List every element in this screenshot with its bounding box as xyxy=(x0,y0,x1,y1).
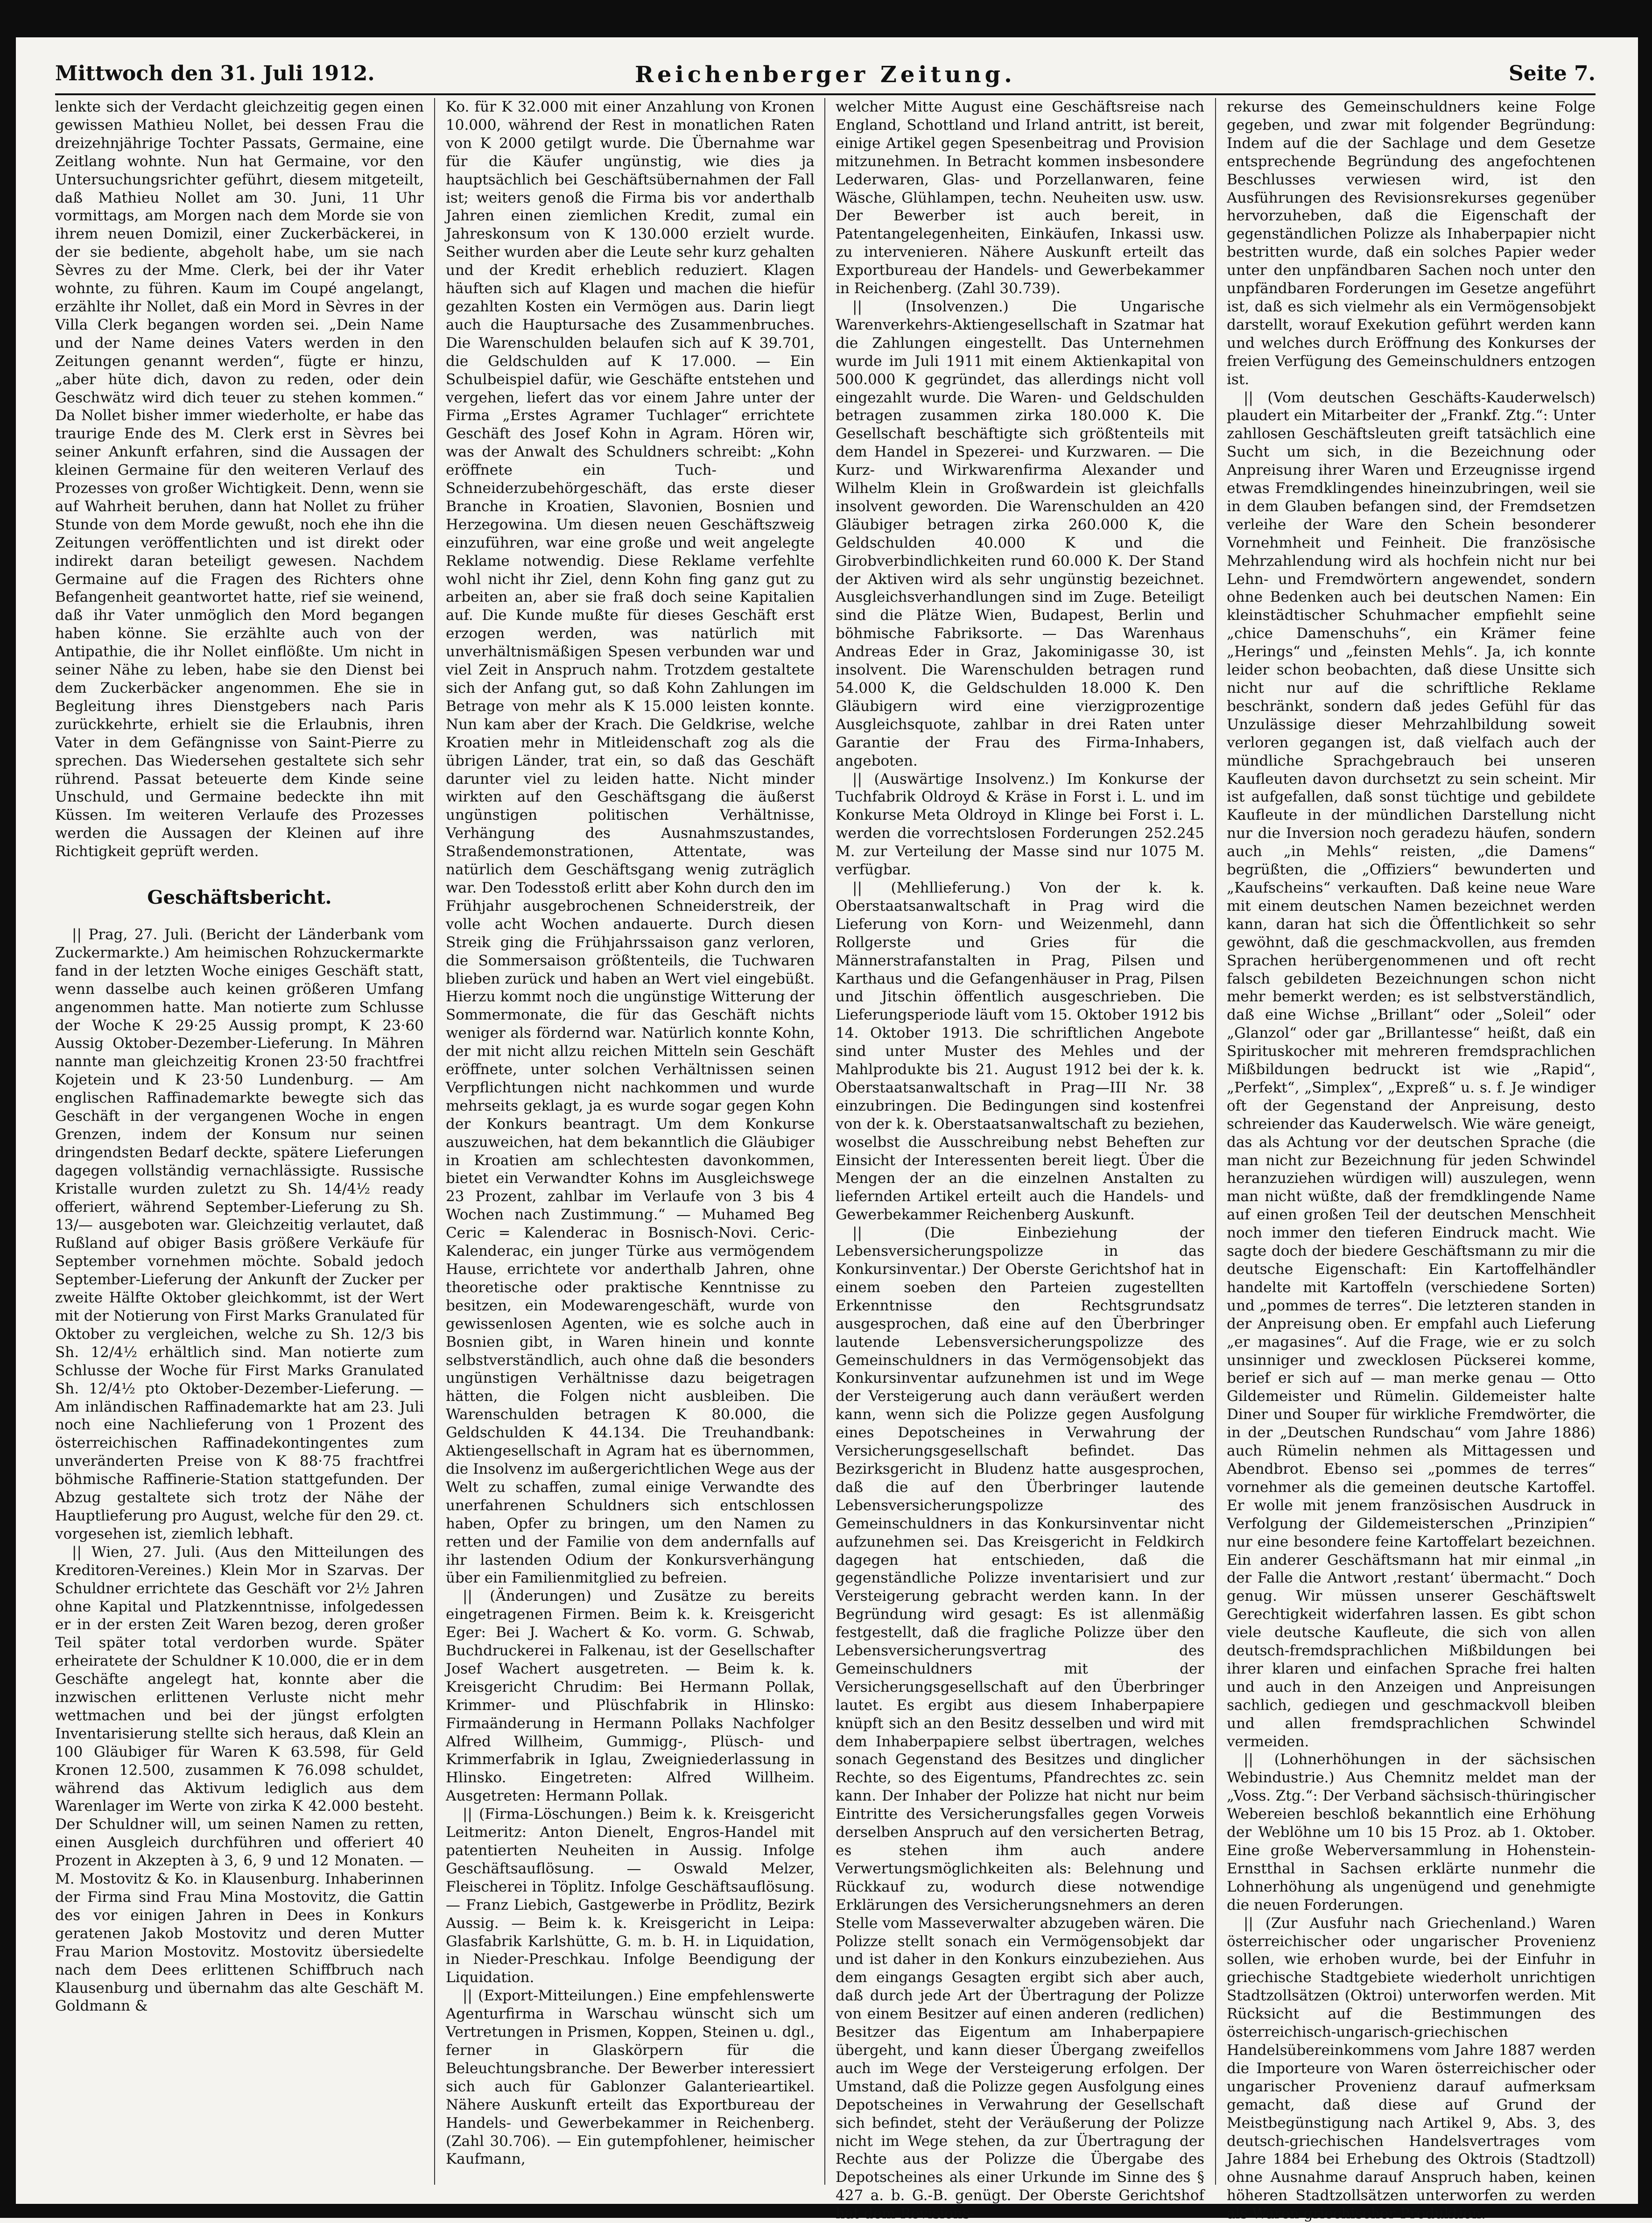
header-date: Mittwoch den 31. Juli 1912. xyxy=(55,62,375,85)
column-1 xyxy=(55,98,424,2185)
column-rule xyxy=(1215,98,1216,2185)
column-rule xyxy=(824,98,825,2185)
article-mehllieferung: || (Mehllieferung.) Von der k. k. Oberstaatsanwaltschaft in Prag wird die Lieferung von Korn- und Weizenmehl, dann Rollgerste und Gries für die Männerstrafanstalten in Prag, Pilsen und Karthaus und die Gefangenhäuser in Prag, Pilsen und Jitschin öffentlich ausgeschrieben. Die Lieferungsperiode läuft vom 15. Oktober 1912 bis 14. Oktober 1913. Die schriftlichen Angebote sind unter Muster des Mehles und der Mahlprodukte bis 21. August 1912 bei der k. k. Oberstaatsanwaltschaft in Prag—III Nr. 38 einzubringen. Die Bedingungen sind kostenfrei von der k. k. Oberstaatsanwaltschaft zu beziehen, woselbst die Ausschreibung nebst Beheften zur Einsicht der Interessenten bereit liegt. Über die Mengen der an die einzelnen Anstalten zu liefernden Artikel erteilt auch die Handels- und Gewerbekammer Reichenberg Auskunft. xyxy=(836,879,1204,1224)
header-rule xyxy=(55,93,1596,95)
column-3 xyxy=(836,98,1204,2223)
article-wien-continued: Ko. für K 32.000 mit einer Anzahlung von Kronen 10.000, während der Rest in monatlichen Raten von K 2000 getilgt wurde. Die Übernahme war für die Käufer ungünstig, wie dies ja hauptsächlich bei Geschäftsübernahmen der Fall ist; weiters genoß die Firma bis vor anderthalb Jahren einen ziemlichen Kredit, zumal ein Jahreskonsum von K 130.000 erzielt wurde. Seither wurden aber die Leute sehr kurz gehalten und der Kredit erheblich reduziert. Klagen häuften sich auf Klagen und machen die hiefür gezahlten Kosten ein Vermögen aus. Darin liegt auch die Hauptursache des Zusammenbruches. Die Warenschulden belaufen sich auf K 39.701, die Geldschulden auf K 17.000. — Ein Schulbeispiel dafür, wie Geschäfte entstehen und vergehen, liefert das vor einem Jahre unter der Firma „Erstes Agramer Tuchlager“ errichtete Geschäft des Josef Kohn in Agram. Hören wir, was der Anwalt des Schuldners schreibt: „Kohn eröffnete ein Tuch- und Schneiderzubehörgeschäft, das erste dieser Branche in Kroatien, Slavonien, Bosnien und Herzegowina. Um diesen neuen Geschäftszweig einzuführen, war eine große und weit angelegte Reklame notwendig. Diese Reklame verfehlte wohl nicht ihr Ziel, denn Kohn fing ganz gut zu arbeiten an, aber sie fraß doch seine Kapitalien auf. Die Kunde mußte für dieses Geschäft erst erzogen werden, was natürlich mit unverhältnismäßigen Spesen verbunden war und viel Zeit in Anspruch nahm. Trotzdem gestaltete sich der Anfang gut, so daß Kohn Zahlungen im Betrage von mehr als K 15.000 leisten konnte. Nun kam aber der Krach. Die Geldkrise, welche Kroatien mehr in Mitleidenschaft zog als die übrigen Länder, trat ein, so daß das Geschäft darunter viel zu leiden hatte. Nicht minder wirkten auf den Geschäftsgang die äußerst ungünstigen politischen Verhältnisse, Verhängung des Ausnahmszustandes, Straßendemonstrationen, Attentate, was natürlich dem Geschäftsgang wenig zuträglich war. Den Todesstoß erlitt aber Kohn durch den im Frühjahr ausgebrochenen Schneiderstreik, der volle acht Wochen andauerte. Durch diesen Streik ging die Frühjahrssaison ganz verloren, die Sommersaison größtenteils, die Tuchwaren blieben zurück und haben an Wert viel eingebüßt. Hierzu kommt noch die ungünstige Witterung der Sommermonate, die für das Geschäft nichts weniger als fördernd war. Natürlich konnte Kohn, der mit nicht allzu reichen Mitteln sein Geschäft eröffnete, unter solchen Verhältnissen seinen Verpflichtungen nicht nachkommen und wurde mehrseits geklagt, ja es wurde sogar gegen Kohn der Konkurs beantragt. Um dem Konkurse auszuweichen, hat dem bekanntlich die Gläubiger in Kroatien am schlechtesten davonkommen, bietet ein Verwandter Kohns im Ausgleichswege 23 Prozent, zahlbar im Verlaufe von 3 bis 4 Wochen nach Zustimmung.“ — Muhamed Beg Ceric = Kalenderac in Bosnisch-Novi. Ceric-Kalenderac, ein junger Türke aus vermögendem Hause, errichtete vor anderthalb Jahren, ohne theoretische oder praktische Kenntnisse zu besitzen, ein Modewarengeschäft, wurde von gewissenlosen Agenten, wie es solche auch in Bosnien gibt, in Waren hinein und konnte selbstverständlich, auch ohne daß die besonders ungünstigen Verhältnisse dazu beigetragen hätten, die Folgen nicht ausbleiben. Die Warenschulden betragen K 80.000, die Geldschulden K 44.134. Die Treuhandbank: Aktiengesellschaft in Agram hat es übernommen, die Insolvenz im außergerichtlichen Wege aus der Welt zu schaffen, zumal einige Verwandte des unerfahrenen Schuldners sich entschlossen haben, Opfer zu bringen, um den Namen zu retten und der Familie von dem andernfalls auf ihr lastenden Odium der Konkursverhängung über ein Familienmitglied zu befreien. xyxy=(446,98,815,1587)
article-firma-loeschungen: || (Firma-Löschungen.) Beim k. k. Kreisgericht Leitmeritz: Anton Dienelt, Engros-Handel mit patentierten Neuheiten in Aussig. Infolge Geschäftsauflösung. — Oswald Melzer, Fleischerei in Töplitz. Infolge Geschäftsauflösung. — Franz Liebich, Gastgewerbe in Prödlitz, Bezirk Aussig. — Beim k. k. Kreisgericht in Leipa: Glasfabrik Karlshütte, G. m. b. H. in Liquidation, in Nieder-Preschkau. Infolge Beendigung der Liquidation. xyxy=(446,1806,815,1986)
scan-border-top xyxy=(0,0,1652,37)
article-ausfuhr-griechenland: || (Zur Ausfuhr nach Griechenland.) Waren österreichischer oder ungarischer Provenienz sollen, wie erhoben wurde, bei der Einfuhr in griechische Stadtgebiete wiederholt unrichtigen Stadtzollsätzen (Oktroi) unterworfen werden. Mit Rücksicht auf die Bestimmungen des österreichisch-ungarisch-griechischen Handelsübereinkommens vom Jahre 1887 werden die Importeure von Waren österreichischer oder ungarischer Provenienz darauf aufmerksam gemacht, daß diese auf Grund der Meistbegünstigung nach Artikel 9, Abs. 3, des deutsch-griechischen Handelsvertrages vom Jahre 1884 bei Erhebung des Oktrois (Stadtzoll) ohne Ausnahme darauf Anspruch haben, keinen höheren Stadtzollsätzen unterworfen zu werden als Waren griechischer Produktion. xyxy=(1227,1914,1596,2223)
article-export-mitteilungen: || (Export-Mitteilungen.) Eine empfehlenswerte Agenturfirma in Warschau wünscht sich um Vertretungen in Prismen, Koppen, Steinen u. dgl., ferner in Glaskörpern für die Beleuchtungsbranche. Der Bewerber interessiert sich auch für Gablonzer Galanterieartikel. Nähere Auskunft erteilt das Exportbureau der Handels- und Gewerbekammer in Reichenberg. (Zahl 30.706). — Ein gutempfohlener, heimischer Kaufmann, xyxy=(446,1987,815,2168)
article-lohnerhoehungen: || (Lohnerhöhungen in der sächsischen Webindustrie.) Aus Chemnitz meldet man der „Voss. Ztg.“: Der Verband sächsisch-thüringischer Webereien beschloß bekanntlich eine Erhöhung der Weblöhne um 10 bis 15 Proz. ab 1. Oktober. Eine große Weberversammlung in Hohenstein-Ernstthal in Sachsen erklärte nunmehr die Lohnerhöhung als ungenügend und genehmigte die neuen Forderungen. xyxy=(1227,1751,1596,1913)
article-kauderwelsch: || (Vom deutschen Geschäfts-Kauderwelsch) plaudert ein Mitarbeiter der „Frankf. Ztg.“: Unter zahllosen Geschäftsleuten greift tatsächlich eine Sucht um sich, in die Bezeichnung oder Anpreisung ihrer Waren und Erzeugnisse irgend etwas Fremdklingendes hineinzubringen, weil sie in dem Glauben befangen sind, der Fremdsetzen verleihe der Ware den Schein besonderer Vornehmheit und Feinheit. Die französische Mehrzahlendung wird als hochfein nicht nur bei Lehn- und Fremdwörtern angewendet, sondern ohne Bedenken auch bei deutschen Namen: Ein kleinstädtischer Schuhmacher empfiehlt seine „chice Damenschuhs“, ein Krämer feine „Herings“ und „feinsten Mehls“. Ja, ich konnte leider schon beobachten, daß diese Unsitte sich nicht nur auf die schriftliche Reklame beschränkt, sondern daß jedes Gefühl für das Unzulässige dieser Mehrzahlbildung soweit verloren gegangen ist, daß vielfach auch der mündliche Sprachgebrauch bei unseren Kaufleuten davon durchsetzt zu sein scheint. Mir ist aufgefallen, daß sonst tüchtige und gebildete Kaufleute in der mündlichen Darstellung nicht nur die Inversion noch geradezu häufen, sondern auch „in Mehls“ reisten, „die Damens“ begrüßten, die „Offiziers“ bewunderten und „Kaufscheins“ verkauften. Daß keine neue Ware mit einem deutschen Namen bezeichnet werden kann, daran hat sich die Öffentlichkeit so sehr gewöhnt, daß die geschmackvollen, aus fremden Sprachen herübergenommenen und oft recht falsch gebildeten Bezeichnungen schon nicht mehr bemerkt werden; es ist selbstverständlich, daß eine Wichse „Brillant“ oder „Soleil“ oder „Glanzol“ oder gar „Brillantesse“ heißt, daß ein Spirituskocher mit mehreren fremdsprachlichen Mißbildungen bedruckt ist wie „Rapid“, „Perfekt“, „Simplex“, „Expreß“ u. s. f. Je windiger oft der Gegenstand der Anpreisung, desto schreiender das Kauderwelsch. Wie wäre geneigt, das als Achtung vor der deutschen Sprache (die man nicht zur Bezeichnung für jeden Schwindel heranzuziehen würdigen will) auszulegen, wenn man nicht wüßte, daß der fremdklingende Name auf einen großen Teil der deutschen Menschheit noch immer den tieferen Eindruck macht. Wie sagte doch der biedere Geschäftsmann zu mir die deutsche Eigenschaft: Ein Kartoffelhändler handelte mit Kartoffeln (verschiedene Sorten) und „pommes de terres“. Die letzteren standen in der Anpreisung oben. Er empfahl auch Lieferung „er magasines“. Auf die Frage, wie er zu solch unsinniger und zwecklosen Pückserei komme, berief er sich auf — man merke genau — Otto Gildemeister und Rümelin. Gildemeister halte Diner und Souper für wirkliche Fremdwörter, die in der „Deutschen Rundschau“ vom Jahre 1886) auch Rümelin nehmen als Mittagessen und Abendbrot. Ebenso sei „pommes de terres“ vornehmer als die gemeinen deutsche Kartoffel. Er wolle mit jenem französischen Ausdruck in Verfolgung der Gildemeisterschen „Prinzipien“ nur eine besondere feine Kartoffelart bezeichnen. Ein anderer Geschäftsmann hat mir einmal „in der Falle die Antwort ‚restant‘ übermacht.“ Doch genug. Wir müssen unserer Geschäftswelt Gerechtigkeit widerfahren lassen. Es gibt schon viele deutsche Kaufleute, die sich von allen deutsch-fremdsprachlichen Mißbildungen bei ihrer klaren und einfachen Sprache frei halten und auch in den Anzeigen und Anpreisungen sachlich, gediegen und geschmackvoll bleiben und allen fremdsprachlichen Schwindel vermeiden. xyxy=(1227,389,1596,1750)
article-polizze-continued: rekurse des Gemeinschuldners keine Folge gegeben, und zwar mit folgender Begründung: Indem auf die der Sachlage und dem Gesetze entsprechende Begründung des angefochtenen Beschlusses verwiesen wird, ist den Ausführungen des Revisionsrekurses gegenüber hervorzuheben, daß die Eigenschaft der gegenständlichen Polizze als Inhaberpapier nicht bestritten wurde, daß ein solches Papier weder unter den unpfändbaren Sachen noch unter den unpfändbaren Forderungen im Gesetze angeführt ist, daß es sich vielmehr als ein Vermögensobjekt darstellt, worauf Exekution geführt werden kann und welches durch Eröffnung des Konkurses der freien Verfügung des Gemeinschuldners entzogen ist. xyxy=(1227,98,1596,388)
article-aenderungen: || (Änderungen) und Zusätze zu bereits eingetragenen Firmen. Beim k. k. Kreisgericht Eger: Bei J. Wachert & Ko. vorm. G. Schwab, Buchdruckerei in Falkenau, ist der Gesellschafter Josef Wachert ausgetreten. — Beim k. k. Kreisgericht Chrudim: Bei Hermann Pollak, Krimmer- und Plüschfabrik in Hlinsko: Firmaänderung in Hermann Pollaks Nachfolger Alfred Willheim, Gummigg-, Plüsch- und Krimmerfabrik in Iglau, Zweigniederlassung in Hlinsko. Eingetreten: Alfred Willheim. Ausgetreten: Hermann Pollak. xyxy=(446,1588,815,1805)
column-4 xyxy=(1227,98,1596,2223)
article-insolvenzen: || (Insolvenzen.) Die Ungarische Warenverkehrs-Aktiengesellschaft in Szatmar hat die Zahlungen eingestellt. Das Unternehmen wurde im Juli 1911 mit einem Aktienkapital von 500.000 K gegründet, das allerdings nicht voll eingezahlt wurde. Die Waren- und Geldschulden betragen zusammen zirka 180.000 K. Die Gesellschaft beschäftigte sich größtenteils mit dem Handel in Spezerei- und Kurzwaren. — Die Kurz- und Wirkwarenfirma Alexander und Wilhelm Klein in Großwardein ist gleichfalls insolvent geworden. Die Warenschulden an 420 Gläubiger betragen zirka 260.000 K, die Geldschulden 40.000 K und die Girobverbindlichkeiten rund 60.000 K. Der Stand der Aktiven wird als sehr ungünstig bezeichnet. Ausgleichsverhandlungen sind im Zuge. Beteiligt sind die Plätze Wien, Budapest, Berlin und böhmische Fabriksorte. — Das Warenhaus Andreas Eder in Graz, Jakominigasse 30, ist insolvent. Die Warenschulden betragen rund 54.000 K, die Geldschulden 18.000 K. Den Gläubigern wird eine vierzigprozentige Ausgleichsquote, zahlbar in drei Raten unter Garantie der Frau des Firma-Inhabers, angeboten. xyxy=(836,298,1204,769)
article-wien-kreditoren: || Wien, 27. Juli. (Aus den Mitteilungen des Kreditoren-Vereines.) Klein Mor in Szarvas. Der Schuldner errichtete das Geschäft vor 2½ Jahren ohne Kapital und Platzkenntnisse, infolgedessen er in der ersten Zeit Waren bezog, deren großer Teil später total verdorben wurde. Später erheiratete der Schuldner K 10.000, die er in dem Geschäfte angelegt hat, konnte aber die inzwischen erlittenen Verluste nicht mehr wettmachen und bei der jüngst erfolgten Inventarisierung stellte sich heraus, daß Klein an 100 Gläubiger für Waren K 63.598, für Geld Kronen 12.500, zusammen K 76.098 schuldet, während das Aktivum lediglich aus dem Warenlager im Werte von zirka K 42.000 besteht. Der Schuldner will, um seinen Namen zu retten, einen Ausgleich durchführen und offeriert 40 Prozent in Akzepten à 3, 6, 9 und 12 Monaten. — M. Mostovitz & Ko. in Klausenburg. Inhaberinnen der Firma sind Frau Mina Mostovitz, die Gattin des vor einigen Jahren in Dees in Konkurs geratenen Jakob Mostovitz und deren Mutter Frau Marion Mostovitz. Mostovitz übersiedelte nach dem Dees erlittenen Schiffbruch nach Klausenburg und übernahm das alte Geschäft M. Goldmann & xyxy=(55,1543,424,2015)
article-lebensversicherungspolizze: || (Die Einbeziehung der Lebensversicherungspolizze in das Konkursinventar.) Der Oberste Gerichtshof hat in einem soeben den Parteien zugestellten Erkenntnisse den Rechtsgrundsatz ausgesprochen, daß eine auf den Überbringer lautende Lebensversicherungspolizze des Gemeinschuldners in das Vermögensobjekt das Konkursinventar aufzunehmen ist und im Wege der Versteigerung auch dann veräußert werden kann, wenn sich die Polizze gegen Ausfolgung eines Depotscheines in Verwahrung der Versicherungsgesellschaft befindet. Das Bezirksgericht in Bludenz hatte ausgesprochen, daß die auf den Überbringer lautende Lebensversicherungspolizze des Gemeinschuldners in das Konkursinventar nicht aufzunehmen sei. Das Kreisgericht in Feldkirch dagegen hat entschieden, daß die gegenständliche Polizze inventarisiert und zur Versteigerung gebracht werden kann. In der Begründung wird gesagt: Es ist allenmäßig festgestellt, daß die fragliche Polizze über den Lebensversicherungsvertrag des Gemeinschuldners mit der Versicherungsgesellschaft auf den Überbringer lautet. Es ergibt aus diesem Inhaberpapiere knüpft sich an den Besitz desselben und wird mit dem Inhaberpapiere selbst übertragen, welches sonach Gegenstand des Besitzes und dinglicher Rechte, so des Eigentums, Pfandrechtes zc. sein kann. Der Inhaber der Polizze hat nicht nur beim Eintritte des Versicherungsfalles gegen Vorweis derselben Anspruch auf den versicherten Betrag, es stehen ihm auch andere Verwertungsmöglichkeiten als: Belehnung und Rückkauf zu, wodurch diese notwendige Erklärungen des Versicherungsnehmers an deren Stelle vom Masseverwalter abzugeben wären. Die Polizze stellt sonach ein Vermögensobjekt dar und ist daher in den Konkurs einzubeziehen. Aus dem eingangs Gesagten ergibt sich aber auch, daß durch jede Art der Übertragung der Polizze von einem Besitzer auf einen anderen (redlichen) Besitzer das Eigentum am Inhaberpapiere übergeht, und kann dieser Übergang zweifellos auch im Wege der Versteigerung erfolgen. Der Umstand, daß die Polizze gegen Ausfolgung eines Depotscheines in Verwahrung der Gesellschaft sich befindet, steht der Veräußerung der Polizze nicht im Wege stehen, da zur Übertragung der Rechte aus der Polizze die Übergabe des Depotscheines als einer Urkunde im Sinne des § 427 a. b. G.-B. genügt. Der Oberste Gerichtshof hat dem Revisions- xyxy=(836,1224,1204,2223)
article-prag-zuckermarkt: || Prag, 27. Juli. (Bericht der Länderbank vom Zuckermarkte.) Am heimischen Rohzuckermarkte fand in der letzten Woche einiges Geschäft statt, wenn dasselbe auch keinen größeren Umfang angenommen hatte. Man notierte zum Schlusse der Woche K 29·25 Aussig prompt, K 23·60 Aussig Oktober-Dezember-Lieferung. In Mähren nannte man gleichzeitig Kronen 23·50 frachtfrei Kojetein und K 23·50 Lundenburg. — Am englischen Raffinademarkte bewegte sich das Geschäft in der vergangenen Woche in engen Grenzen, indem der Konsum nur seinen dringendsten Bedarf deckte, spätere Lieferungen dagegen vollständig vernachlässigte. Russische Kristalle wurden zuletzt zu Sh. 14/4½ ready offeriert, während September-Lieferung zu Sh. 13/— ausgeboten war. Gleichzeitig verlautet, daß Rußland auf obiger Basis größere Verkäufe für September vornehmen möchte. Sobald jedoch September-Lieferung der Ankunft der Zucker per zweite Hälfte Oktober gleichkommt, ist der Wert mit der Notierung von First Marks Granulated für Oktober zu vergleichen, welche zu Sh. 12/3 bis Sh. 12/4½ erhältlich sind. Man notierte zum Schlusse der Woche für First Marks Granulated Sh. 12/4½ pto Oktober-Dezember-Lieferung. — Am inländischen Raffinademarkte hat am 23. Juli noch eine Nachlieferung von 1 Prozent des österreichischen Raffinadekontingentes zum unveränderten Preise von K 88·75 frachtfrei böhmische Raffinerie-Station stattgefunden. Der Abzug gestaltete sich trotz der Nähe der Hauptlieferung pro August, welche für den 29. ct. vorgesehen ist, ziemlich lebhaft. xyxy=(55,926,424,1542)
column-2 xyxy=(446,98,815,2185)
scan-border-left xyxy=(0,0,16,2218)
article-nollet-continued: lenkte sich der Verdacht gleichzeitig gegen einen gewissen Mathieu Nollet, bei dessen Frau die dreizehnjährige Tochter Passats, Germaine, eine Zeitlang wohnte. Nun hat Germaine, vor den Untersuchungsrichter geführt, diesem mitgeteilt, daß Mathieu Nollet am 30. Juni, 11 Uhr vormittags, am Morgen nach dem Morde sie von ihrem neuen Domizil, einer Zuckerbäckerei, in der sie bediente, abgeholt habe, um sie nach Sèvres zu der Mme. Clerk, bei der ihr Vater wohnte, zu führen. Kaum im Coupé angelangt, erzählte ihr Nollet, daß ein Mord in Sèvres in der Villa Clerk begangen worden sei. „Dein Name und der Name deines Vaters werden in den Zeitungen genannt werden“, fügte er hinzu, „aber hüte dich, davon zu reden, oder dein Geschwätz wird dich teuer zu stehen kommen.“ Da Nollet bisher immer wiederholte, er habe das traurige Ende des M. Clerk erst in Sèvres bei seiner Ankunft erfahren, sind die Aussagen der kleinen Germaine für den weiteren Verlauf des Prozesses von großer Wichtigkeit. Denn, wenn sie auf Wahrheit beruhen, dann hat Nollet zu früher Stunde von dem Morde gewußt, noch ehe ihn die Zeitungen veröffentlichten und ist direkt oder indirekt daran beteiligt gewesen. Nachdem Germaine auf die Fragen des Richters ohne Befangenheit geantwortet hatte, rief sie weinend, daß ihr Vater unmöglich den Mord begangen haben könne. Sie erzählte auch von der Antipathie, die ihr Nollet einflößte. Um nicht in seiner Nähe zu leben, habe sie den Dienst bei dem Zuckerbäcker angenommen. Ehe sie in Begleitung ihres Dienstgebers nach Paris zurückkehrte, erhielt sie die Erlaubnis, ihren Vater in dem Gefängnisse von Saint-Pierre zu sprechen. Das Wiedersehen gestaltete sich sehr rührend. Passat beteuerte dem Kinde seine Unschuld, und Germaine bedeckte ihn mit Küssen. Im weiteren Verlaufe des Prozesses werden die Aussagen der Kleinen auf ihre Richtigkeit geprüft werden. xyxy=(55,98,424,860)
scan-border-right xyxy=(1638,0,1652,2218)
article-auswaertige-insolvenz: || (Auswärtige Insolvenz.) Im Konkurse der Tuchfabrik Oldroyd & Kräse in Forst i. L. und im Konkurse Meta Oldroyd in Klinge bei Forst i. L. werden die vorrechtslosen Forderungen 252.245 M. zur Verteilung der Masse sind nur 1075 M. verfügbar. xyxy=(836,770,1204,879)
column-rule xyxy=(434,98,435,2185)
page-number: Seite 7. xyxy=(1508,62,1596,85)
newspaper-title: Reichenberger Zeitung. xyxy=(635,62,1016,88)
article-export-continued: welcher Mitte August eine Geschäftsreise nach England, Schottland und Irland antritt, ist bereit, einige Artikel gegen Spesenbeitrag und Provision mitzunehmen. In Betracht kommen insbesondere Lederwaren, Glas- und Porzellanwaren, feine Wäsche, Glühlampen, techn. Neuheiten usw. usw. Der Bewerber ist auch bereit, in Patentangelegenheiten, Einkäufen, Inkassi usw. zu intervenieren. Nähere Auskunft erteilt das Exportbureau der Handels- und Gewerbekammer in Reichenberg. (Zahl 30.739). xyxy=(836,98,1204,297)
section-title-geschaeftsbericht: Geschäftsbericht. xyxy=(147,886,332,909)
